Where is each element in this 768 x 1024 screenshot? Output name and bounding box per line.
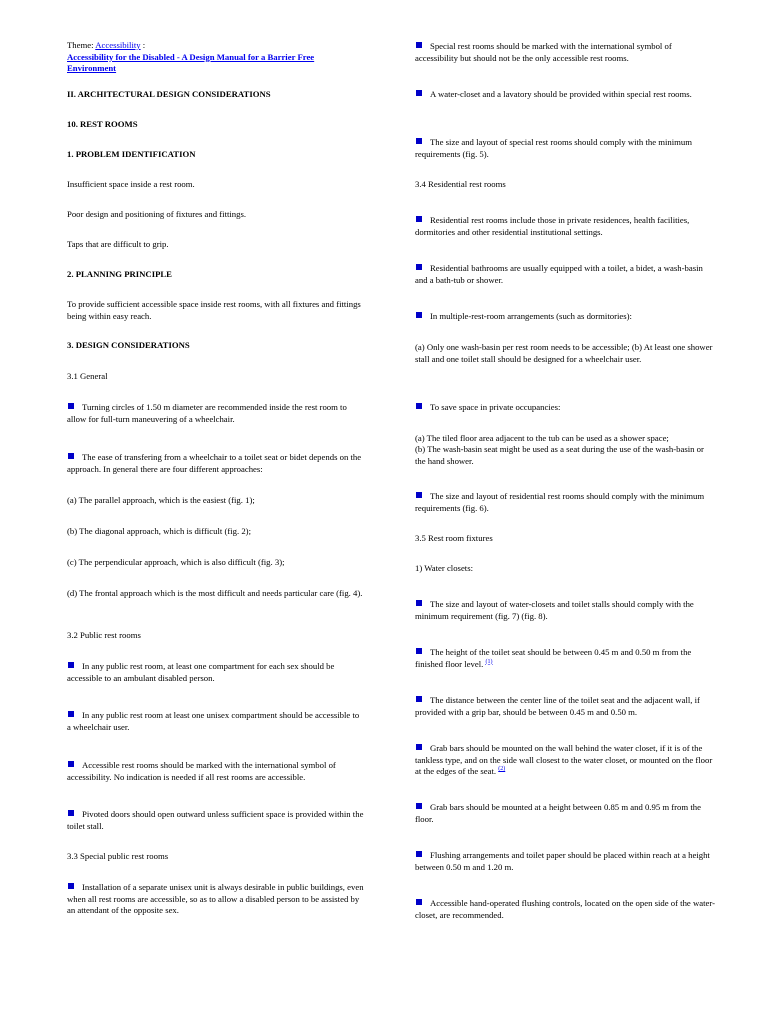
bullet-icon [68, 662, 74, 668]
bullet-icon [416, 803, 422, 809]
bullet-unisex: In any public rest room at least one unisex compartment should be accessible to a wheelchair user. [67, 710, 360, 732]
accessibility-link[interactable]: Accessibility [95, 40, 141, 50]
theme-line [67, 40, 364, 52]
bullet-water-closet-lavatory: A water-closet and a lavatory should be provided within special rest rooms. [415, 89, 715, 101]
general-heading: 3.1 General [67, 371, 108, 381]
bullet-grab-bars-height: Grab bars should be mounted at a height between 0.85 m and 0.95 m from the floor. [415, 802, 701, 824]
residential-heading: 3.4 Residential rest rooms [415, 179, 506, 189]
bullet-residential-layout: The size and layout of residential rest rooms should comply with the minimum requirements (fig. 6). [415, 491, 705, 513]
bullet-icon [416, 744, 422, 750]
bullet-icon [68, 810, 74, 816]
bullet-residential-include: Residential rest rooms include those in private residences, health facilities, dormitories and other residential institutional settings. [415, 215, 690, 237]
planning-text: To provide sufficient accessible space inside rest rooms, with all fixtures and fittings being within easy reach. [67, 299, 361, 321]
bullet-icon [68, 453, 74, 459]
bullet-icon [416, 899, 422, 905]
bullet-transfer: The ease of transfering from a wheelchair to a toilet seat or bidet depends on the approach. In general there are four different approaches: [67, 452, 362, 474]
bullet-residential-bathrooms: Residential bathrooms are usually equipped with a toilet, a bidet, a wash-basin and a bath-tub or shower. [415, 263, 703, 285]
footnote-2-link[interactable]: (2) [498, 766, 506, 773]
problem-heading: 1. PROBLEM IDENTIFICATION [67, 149, 196, 159]
multiple-rest-room-detail: (a) Only one wash-basin per rest room needs to be accessible; (b) At least one shower stall and one toilet stall should be designed for a wheelchair user. [415, 342, 713, 364]
approach-parallel: (a) The parallel approach, which is the easiest (fig. 1); [67, 495, 255, 505]
theme-label: Theme: [67, 40, 94, 50]
save-space-b: (b) The wash-basin seat might be used as a seat during the use of the wash-basin or the hand shower. [415, 444, 704, 466]
footnote-1-link[interactable]: (1) [485, 658, 493, 665]
bullet-icon [416, 264, 422, 270]
problem-3: Taps that are difficult to grip. [67, 239, 169, 249]
bullet-ambulant: In any public rest room, at least one compartment for each sex should be accessible to an ambulant disabled person. [67, 661, 335, 683]
bullet-icon [68, 711, 74, 717]
water-closets-heading: 1) Water closets: [415, 563, 474, 573]
bullet-icon [416, 216, 422, 222]
problem-1: Insufficient space inside a rest room. [67, 179, 195, 189]
approach-frontal: (d) The frontal approach which is the most difficult and needs particular care (fig. 4). [67, 588, 363, 598]
bullet-special-marked: Special rest rooms should be marked with the international symbol of accessibility but should not be the only accessible rest rooms. [415, 41, 672, 63]
approach-diagonal: (b) The diagonal approach, which is difficult (fig. 2); [67, 526, 251, 536]
save-space-a: (a) The tiled floor area adjacent to the tub can be used as a shower space; [415, 433, 669, 443]
bullet-icon [416, 648, 422, 654]
special-public-heading: 3.3 Special public rest rooms [67, 851, 169, 861]
chapter-heading: 10. REST ROOMS [67, 119, 138, 129]
bullet-icon [416, 600, 422, 606]
bullet-icon [416, 312, 422, 318]
bullet-icon [68, 403, 74, 409]
bullet-flushing-toilet-paper: Flushing arrangements and toilet paper should be placed within reach at a height between 0.50 m and 1.20 m. [415, 850, 710, 872]
bullet-multiple-rest-room: In multiple-rest-room arrangements (such as dormitories): [415, 311, 715, 323]
bullet-separate-unit: Installation of a separate unisex unit is always desirable in public buildings, even when all rest rooms are accessible, so as to allow a disabled person to be assisted by an attendant of the opposite sex. [67, 882, 364, 916]
bullet-pivoted-doors: Pivoted doors should open outward unless sufficient space is provided within the toilet stall. [67, 809, 364, 831]
fixtures-heading: 3.5 Rest room fixtures [415, 533, 493, 543]
bullet-icon [416, 138, 422, 144]
bullet-icon [416, 403, 422, 409]
bullet-icon [416, 90, 422, 96]
document-title-link[interactable]: Accessibility for the Disabled - A Design Manual for a Barrier Free Environment [67, 51, 315, 74]
bullet-icon [416, 851, 422, 857]
bullet-hand-operated-flushing: Accessible hand-operated flushing controls, located on the open side of the water-closet, are recommended. [415, 898, 715, 920]
approach-perpendicular: (c) The perpendicular approach, which is also difficult (fig. 3); [67, 557, 285, 567]
bullet-marked: Accessible rest rooms should be marked with the international symbol of accessibility. No indication is needed if all rest rooms are accessible. [67, 760, 336, 782]
section-heading: II. ARCHITECTURAL DESIGN CONSIDERATIONS [67, 89, 271, 99]
bullet-icon [68, 761, 74, 767]
bullet-center-line: The distance between the center line of the toilet seat and the adjacent wall, if provided with a grip bar, should be between 0.45 m and 0.50 m. [415, 695, 700, 717]
bullet-icon [416, 42, 422, 48]
problem-2: Poor design and positioning of fixtures and fittings. [67, 209, 247, 219]
left-column [67, 40, 364, 916]
bullet-save-space: To save space in private occupancies: [415, 402, 715, 414]
public-heading: 3.2 Public rest rooms [67, 630, 141, 640]
planning-heading: 2. PLANNING PRINCIPLE [67, 269, 172, 279]
bullet-special-layout: The size and layout of special rest rooms should comply with the minimum requirements (fig. 5). [415, 137, 693, 159]
bullet-icon [416, 696, 422, 702]
bullet-icon [416, 492, 422, 498]
bullet-icon [68, 883, 74, 889]
bullet-turning-circles: Turning circles of 1.50 m diameter are recommended inside the rest room to allow for full-turn maneuvering of a wheelchair. [67, 402, 347, 424]
bullet-grab-bars-mounting: Grab bars should be mounted on the wall behind the water closet, if it is of the tankless type, and on the side wall closest to the water closet, or mounted on the floor at the edges of the seat. $^{(2)}$ [415, 743, 713, 777]
bullet-wc-layout: The size and layout of water-closets and toilet stalls should comply with the minimum requirement (fig. 7) (fig. 8). [415, 599, 694, 621]
bullet-seat-height: The height of the toilet seat should be between 0.45 m and 0.50 m from the finished floor level. $^{(1)}$ [415, 647, 692, 669]
design-heading: 3. DESIGN CONSIDERATIONS [67, 340, 190, 350]
theme-separator: : [142, 40, 146, 50]
document-title [67, 52, 364, 75]
